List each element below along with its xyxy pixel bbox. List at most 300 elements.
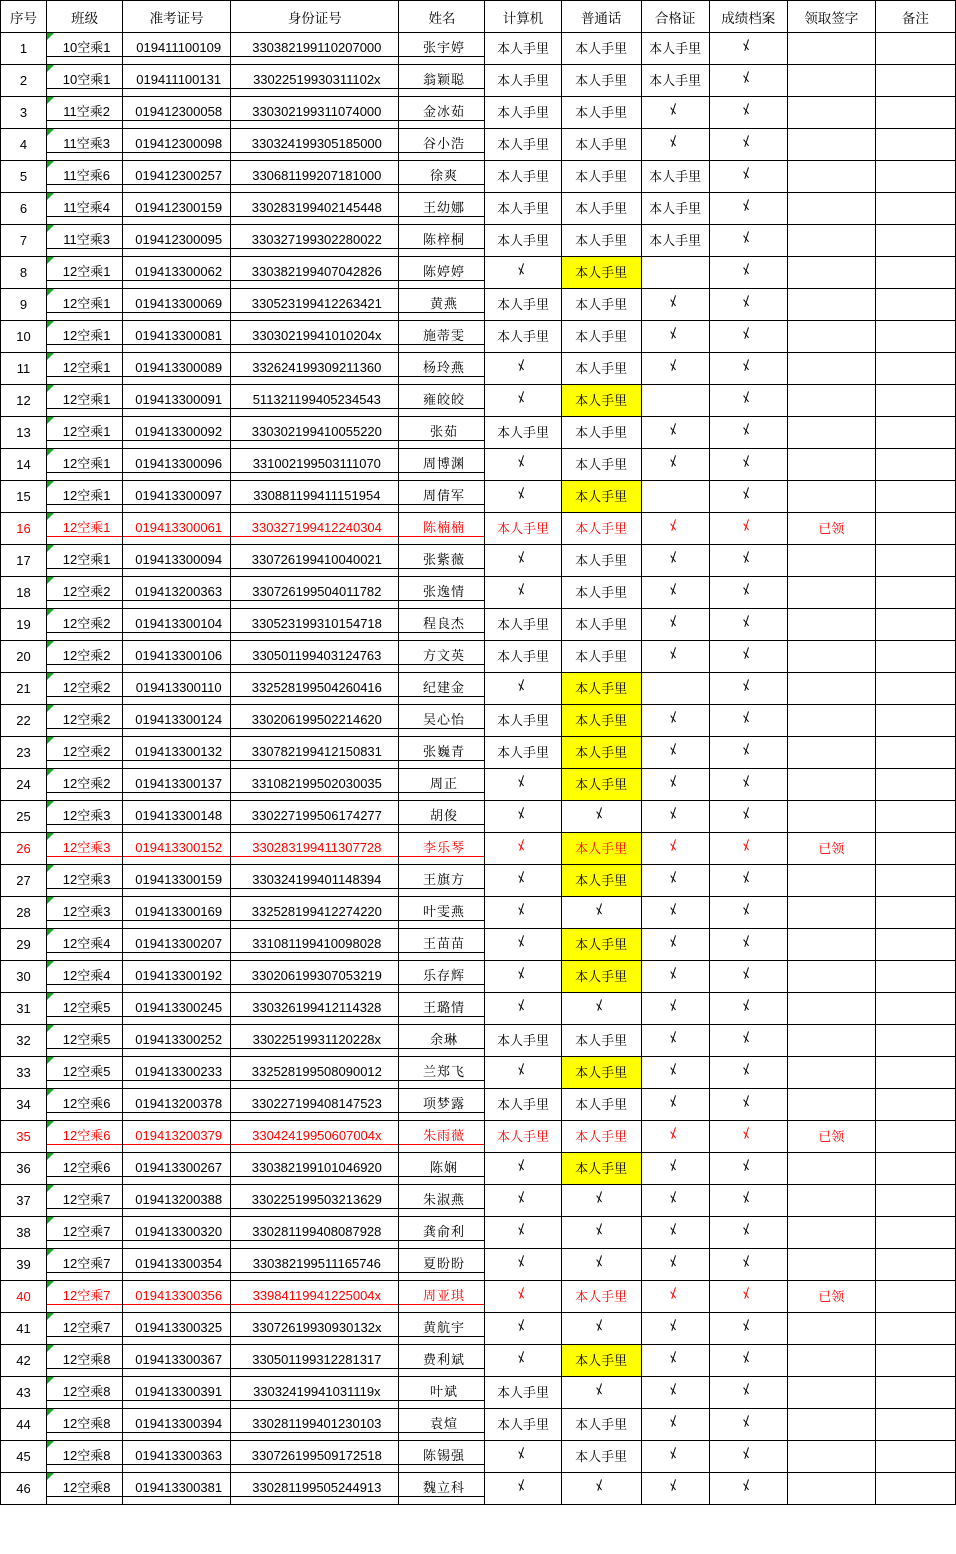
- cell-computer: [485, 929, 561, 961]
- cell-class: 10空乘1: [47, 33, 123, 65]
- table-row: [1, 417, 956, 449]
- cell-certificate: [641, 353, 709, 385]
- check-icon: [668, 136, 682, 150]
- cell-admission: 019413200363: [123, 577, 231, 609]
- table-row: [1, 737, 956, 769]
- cell-admission: 019413300207: [123, 929, 231, 961]
- cell-admission: 019413300363: [123, 1441, 231, 1473]
- cell-certificate: [641, 1089, 709, 1121]
- check-icon: [594, 904, 608, 918]
- cell-id-number: 332624199309211360: [231, 353, 399, 385]
- cell-signature: [787, 193, 875, 225]
- cell-index: 28: [1, 897, 47, 929]
- cell-remarks: [875, 513, 955, 545]
- cell-certificate: [641, 833, 709, 865]
- cell-certificate: [641, 993, 709, 1025]
- cell-computer: 本人手里: [485, 193, 561, 225]
- check-icon: [594, 1320, 608, 1334]
- cell-id-number: 511321199405234543: [231, 385, 399, 417]
- cell-id-number: 332528199412274220: [231, 897, 399, 929]
- check-icon: [668, 904, 682, 918]
- table-row: [1, 353, 956, 385]
- check-icon: [516, 1288, 530, 1302]
- cell-computer: 本人手里: [485, 1089, 561, 1121]
- cell-name: 魏立科: [399, 1473, 485, 1505]
- cell-certificate: [641, 1281, 709, 1313]
- cell-score-file: [709, 833, 787, 865]
- cell-mandarin: 本人手里: [561, 1281, 641, 1313]
- cell-computer: 本人手里: [485, 1025, 561, 1057]
- cell-computer: 本人手里: [485, 161, 561, 193]
- cell-mandarin: 本人手里: [561, 481, 641, 513]
- cell-score-file: [709, 769, 787, 801]
- cell-signature: [787, 385, 875, 417]
- cell-admission: 019413300245: [123, 993, 231, 1025]
- table-row: [1, 577, 956, 609]
- cell-mandarin: [561, 1473, 641, 1505]
- cell-mandarin: 本人手里: [561, 577, 641, 609]
- check-icon: [741, 1288, 755, 1302]
- cell-class: 12空乘7: [47, 1185, 123, 1217]
- check-icon: [668, 1064, 682, 1078]
- cell-computer: 本人手里: [485, 737, 561, 769]
- cell-class: 12空乘2: [47, 769, 123, 801]
- cell-mandarin: 本人手里: [561, 1057, 641, 1089]
- cell-index: 32: [1, 1025, 47, 1057]
- cell-signature: [787, 641, 875, 673]
- cell-mandarin: 本人手里: [561, 225, 641, 257]
- cell-computer: [485, 1473, 561, 1505]
- cell-signature: [787, 1217, 875, 1249]
- cell-certificate: [641, 129, 709, 161]
- cell-name: 胡俊: [399, 801, 485, 833]
- cell-computer: 本人手里: [485, 321, 561, 353]
- cell-remarks: [875, 1153, 955, 1185]
- check-icon: [516, 584, 530, 598]
- header-mandarin: 普通话: [561, 1, 641, 33]
- check-icon: [741, 360, 755, 374]
- cell-score-file: [709, 1057, 787, 1089]
- check-icon: [594, 1384, 608, 1398]
- cell-score-file: [709, 1313, 787, 1345]
- check-icon: [594, 1192, 608, 1206]
- check-icon: [516, 1000, 530, 1014]
- check-icon: [741, 136, 755, 150]
- cell-mandarin: 本人手里: [561, 1409, 641, 1441]
- header-score-file: 成绩档案: [709, 1, 787, 33]
- cell-class: 12空乘1: [47, 257, 123, 289]
- cell-name: 张茹: [399, 417, 485, 449]
- cell-certificate: [641, 865, 709, 897]
- cell-id-number: 330227199408147523: [231, 1089, 399, 1121]
- cell-score-file: [709, 1121, 787, 1153]
- cell-certificate: 本人手里: [641, 33, 709, 65]
- table-row: [1, 225, 956, 257]
- cell-score-file: [709, 609, 787, 641]
- cell-name: 黄燕: [399, 289, 485, 321]
- check-icon: [741, 72, 755, 86]
- cell-mandarin: [561, 897, 641, 929]
- cell-name: 王旗方: [399, 865, 485, 897]
- cell-certificate: [641, 481, 709, 513]
- cell-signature: [787, 769, 875, 801]
- cell-certificate: [641, 1345, 709, 1377]
- cell-certificate: [641, 1025, 709, 1057]
- cell-signature: [787, 97, 875, 129]
- cell-name: 项梦露: [399, 1089, 485, 1121]
- cell-certificate: [641, 513, 709, 545]
- cell-certificate: [641, 385, 709, 417]
- cell-computer: [485, 897, 561, 929]
- table-row: [1, 641, 956, 673]
- cell-name: 方文英: [399, 641, 485, 673]
- cell-index: 20: [1, 641, 47, 673]
- cell-certificate: [641, 1153, 709, 1185]
- cell-class: 12空乘4: [47, 929, 123, 961]
- cell-score-file: [709, 513, 787, 545]
- cell-id-number: 330225199503213629: [231, 1185, 399, 1217]
- cell-name: 金冰茹: [399, 97, 485, 129]
- check-icon: [741, 1096, 755, 1110]
- cell-index: 4: [1, 129, 47, 161]
- cell-name: 徐爽: [399, 161, 485, 193]
- table-row: [1, 97, 956, 129]
- cell-remarks: [875, 929, 955, 961]
- cell-score-file: [709, 1441, 787, 1473]
- cell-computer: 本人手里: [485, 129, 561, 161]
- cell-signature: [787, 417, 875, 449]
- check-icon: [741, 1384, 755, 1398]
- header-class: 班级: [47, 1, 123, 33]
- cell-index: 46: [1, 1473, 47, 1505]
- check-icon: [516, 1192, 530, 1206]
- cell-index: 18: [1, 577, 47, 609]
- cell-score-file: [709, 449, 787, 481]
- cell-signature: [787, 161, 875, 193]
- cell-certificate: [641, 1249, 709, 1281]
- check-icon: [741, 168, 755, 182]
- cell-admission: 019413300325: [123, 1313, 231, 1345]
- cell-remarks: [875, 1057, 955, 1089]
- cell-mandarin: 本人手里: [561, 289, 641, 321]
- check-icon: [516, 1064, 530, 1078]
- cell-remarks: [875, 577, 955, 609]
- cell-computer: [485, 1057, 561, 1089]
- check-icon: [668, 1480, 682, 1494]
- cell-class: 12空乘2: [47, 609, 123, 641]
- table-row: [1, 1025, 956, 1057]
- cell-name: 周博渊: [399, 449, 485, 481]
- cell-class: 12空乘4: [47, 961, 123, 993]
- cell-signature: [787, 865, 875, 897]
- cell-mandarin: [561, 1185, 641, 1217]
- cell-class: 11空乘3: [47, 225, 123, 257]
- cell-computer: 本人手里: [485, 513, 561, 545]
- cell-name: 王苗苗: [399, 929, 485, 961]
- cell-score-file: [709, 33, 787, 65]
- cell-admission: 019413300159: [123, 865, 231, 897]
- cell-index: 19: [1, 609, 47, 641]
- cell-remarks: [875, 961, 955, 993]
- cell-mandarin: 本人手里: [561, 1025, 641, 1057]
- cell-score-file: [709, 289, 787, 321]
- cell-remarks: [875, 833, 955, 865]
- check-icon: [668, 584, 682, 598]
- cell-signature: [787, 737, 875, 769]
- cell-name: 叶斌: [399, 1377, 485, 1409]
- cell-computer: [485, 865, 561, 897]
- cell-admission: 019413200378: [123, 1089, 231, 1121]
- cell-computer: [485, 1281, 561, 1313]
- check-icon: [516, 904, 530, 918]
- cell-remarks: [875, 1313, 955, 1345]
- cell-name: 兰郑飞: [399, 1057, 485, 1089]
- cell-signature: [787, 545, 875, 577]
- cell-certificate: [641, 1473, 709, 1505]
- cell-computer: 本人手里: [485, 641, 561, 673]
- check-icon: [741, 936, 755, 950]
- header-remarks: 备注: [875, 1, 955, 33]
- cell-certificate: [641, 1409, 709, 1441]
- cell-remarks: [875, 737, 955, 769]
- table-row: [1, 897, 956, 929]
- table-row: [1, 1089, 956, 1121]
- cell-mandarin: [561, 1249, 641, 1281]
- cell-certificate: [641, 737, 709, 769]
- cell-id-number: 330681199207181000: [231, 161, 399, 193]
- cell-class: 12空乘2: [47, 577, 123, 609]
- cell-signature: [787, 289, 875, 321]
- check-icon: [668, 648, 682, 662]
- cell-index: 43: [1, 1377, 47, 1409]
- cell-score-file: [709, 1281, 787, 1313]
- cell-class: 11空乘4: [47, 193, 123, 225]
- check-icon: [741, 1000, 755, 1014]
- table-row: [1, 65, 956, 97]
- cell-id-number: 330382199110207000: [231, 33, 399, 65]
- cell-mandarin: 本人手里: [561, 385, 641, 417]
- cell-class: 12空乘8: [47, 1345, 123, 1377]
- cell-mandarin: 本人手里: [561, 1441, 641, 1473]
- check-icon: [741, 200, 755, 214]
- cell-id-number: 330523199310154718: [231, 609, 399, 641]
- table-row: [1, 1409, 956, 1441]
- cell-index: 22: [1, 705, 47, 737]
- cell-class: 12空乘7: [47, 1249, 123, 1281]
- cell-id-number: 330326199412114328: [231, 993, 399, 1025]
- cell-index: 31: [1, 993, 47, 1025]
- check-icon: [516, 488, 530, 502]
- cell-score-file: [709, 1185, 787, 1217]
- cell-name: 龚俞利: [399, 1217, 485, 1249]
- cell-certificate: [641, 801, 709, 833]
- cell-certificate: [641, 897, 709, 929]
- cell-remarks: [875, 865, 955, 897]
- check-icon: [741, 744, 755, 758]
- cell-class: 12空乘1: [47, 449, 123, 481]
- cell-score-file: [709, 1409, 787, 1441]
- cell-admission: 019413300104: [123, 609, 231, 641]
- cell-signature: 已领: [787, 513, 875, 545]
- check-icon: [741, 232, 755, 246]
- check-icon: [668, 712, 682, 726]
- cell-admission: 019413300137: [123, 769, 231, 801]
- cell-remarks: [875, 545, 955, 577]
- cell-remarks: [875, 65, 955, 97]
- cell-admission: 019413300089: [123, 353, 231, 385]
- cell-signature: [787, 257, 875, 289]
- cell-certificate: [641, 577, 709, 609]
- cell-computer: 本人手里: [485, 33, 561, 65]
- cell-admission: 019411100131: [123, 65, 231, 97]
- cell-certificate: [641, 1121, 709, 1153]
- cell-mandarin: 本人手里: [561, 1089, 641, 1121]
- check-icon: [668, 360, 682, 374]
- check-icon: [668, 1192, 682, 1206]
- cell-signature: [787, 1025, 875, 1057]
- cell-computer: [485, 993, 561, 1025]
- cell-mandarin: [561, 993, 641, 1025]
- cell-id-number: 33042419950607004x: [231, 1121, 399, 1153]
- cell-mandarin: 本人手里: [561, 1153, 641, 1185]
- cell-score-file: [709, 961, 787, 993]
- cell-mandarin: [561, 1313, 641, 1345]
- cell-score-file: [709, 1217, 787, 1249]
- cell-certificate: [641, 929, 709, 961]
- cell-remarks: [875, 1089, 955, 1121]
- table-row: [1, 865, 956, 897]
- cell-score-file: [709, 801, 787, 833]
- cell-id-number: 330382199407042826: [231, 257, 399, 289]
- cell-class: 12空乘5: [47, 1025, 123, 1057]
- cell-index: 17: [1, 545, 47, 577]
- cell-name: 张巍青: [399, 737, 485, 769]
- cell-name: 李乐琴: [399, 833, 485, 865]
- check-icon: [516, 872, 530, 886]
- cell-signature: [787, 1473, 875, 1505]
- cell-index: 34: [1, 1089, 47, 1121]
- table-row: [1, 1153, 956, 1185]
- cell-certificate: [641, 641, 709, 673]
- check-icon: [594, 1480, 608, 1494]
- cell-class: 12空乘8: [47, 1409, 123, 1441]
- cell-mandarin: 本人手里: [561, 673, 641, 705]
- check-icon: [741, 296, 755, 310]
- check-icon: [668, 1128, 682, 1142]
- cell-mandarin: 本人手里: [561, 1121, 641, 1153]
- check-icon: [668, 424, 682, 438]
- cell-name: 纪建金: [399, 673, 485, 705]
- check-icon: [516, 1256, 530, 1270]
- cell-index: 11: [1, 353, 47, 385]
- check-icon: [668, 1352, 682, 1366]
- cell-computer: 本人手里: [485, 65, 561, 97]
- check-icon: [741, 1352, 755, 1366]
- table-row: [1, 1249, 956, 1281]
- cell-name: 朱雨薇: [399, 1121, 485, 1153]
- cell-id-number: 332528199504260416: [231, 673, 399, 705]
- cell-id-number: 330281199401230103: [231, 1409, 399, 1441]
- cell-admission: 019413300081: [123, 321, 231, 353]
- cell-admission: 019412300058: [123, 97, 231, 129]
- check-icon: [741, 1320, 755, 1334]
- cell-admission: 019413300097: [123, 481, 231, 513]
- cell-class: 12空乘8: [47, 1377, 123, 1409]
- cell-class: 12空乘1: [47, 513, 123, 545]
- table-row: [1, 385, 956, 417]
- cell-admission: 019413300394: [123, 1409, 231, 1441]
- check-icon: [741, 616, 755, 630]
- cell-mandarin: 本人手里: [561, 65, 641, 97]
- cell-class: 12空乘7: [47, 1281, 123, 1313]
- header-computer: 计算机: [485, 1, 561, 33]
- cell-remarks: [875, 97, 955, 129]
- cell-index: 37: [1, 1185, 47, 1217]
- cell-score-file: [709, 65, 787, 97]
- check-icon: [516, 1160, 530, 1174]
- cell-class: 12空乘1: [47, 481, 123, 513]
- table-row: [1, 1217, 956, 1249]
- cell-certificate: [641, 321, 709, 353]
- check-icon: [668, 1224, 682, 1238]
- cell-computer: [485, 545, 561, 577]
- cell-id-number: 330227199506174277: [231, 801, 399, 833]
- table-row: [1, 1377, 956, 1409]
- cell-remarks: [875, 673, 955, 705]
- check-icon: [516, 776, 530, 790]
- cell-score-file: [709, 225, 787, 257]
- cell-computer: 本人手里: [485, 225, 561, 257]
- cell-mandarin: 本人手里: [561, 417, 641, 449]
- cell-index: 14: [1, 449, 47, 481]
- check-icon: [516, 840, 530, 854]
- cell-id-number: 332528199508090012: [231, 1057, 399, 1089]
- cell-score-file: [709, 577, 787, 609]
- cell-computer: 本人手里: [485, 705, 561, 737]
- cell-class: 12空乘3: [47, 865, 123, 897]
- check-icon: [741, 392, 755, 406]
- cell-remarks: [875, 1281, 955, 1313]
- cell-index: 35: [1, 1121, 47, 1153]
- table-row: [1, 833, 956, 865]
- cell-computer: [485, 833, 561, 865]
- cell-index: 12: [1, 385, 47, 417]
- cell-index: 6: [1, 193, 47, 225]
- cell-score-file: [709, 1377, 787, 1409]
- cell-certificate: [641, 1441, 709, 1473]
- check-icon: [516, 1352, 530, 1366]
- check-icon: [741, 552, 755, 566]
- cell-class: 12空乘2: [47, 641, 123, 673]
- table-row: [1, 545, 956, 577]
- cell-remarks: [875, 193, 955, 225]
- table-row: [1, 929, 956, 961]
- cell-remarks: [875, 129, 955, 161]
- cell-index: 1: [1, 33, 47, 65]
- cell-signature: [787, 801, 875, 833]
- cell-certificate: 本人手里: [641, 193, 709, 225]
- cell-name: 陈楠楠: [399, 513, 485, 545]
- cell-signature: [787, 449, 875, 481]
- cell-score-file: [709, 993, 787, 1025]
- cell-signature: [787, 1185, 875, 1217]
- cell-computer: [485, 1217, 561, 1249]
- cell-score-file: [709, 193, 787, 225]
- cell-computer: 本人手里: [485, 1121, 561, 1153]
- cell-mandarin: 本人手里: [561, 769, 641, 801]
- check-icon: [516, 264, 530, 278]
- cell-signature: [787, 353, 875, 385]
